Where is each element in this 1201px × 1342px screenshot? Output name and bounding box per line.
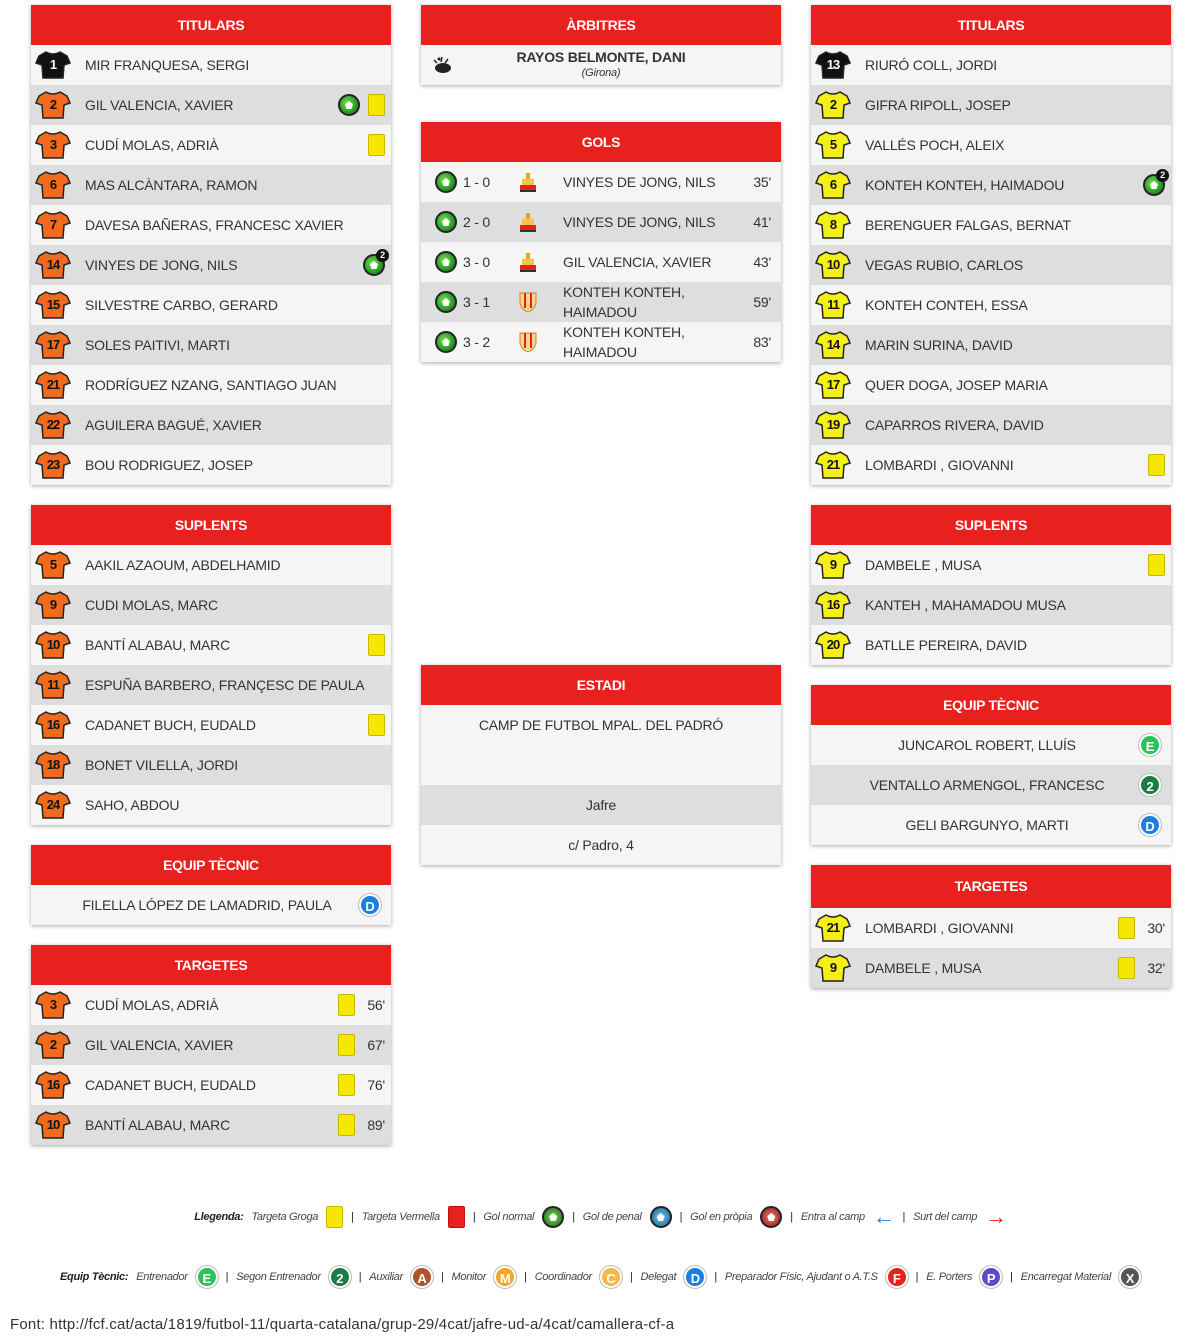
shirt-icon [35, 590, 71, 620]
staff-row[interactable] [31, 885, 391, 925]
yellow-card-icon [368, 634, 385, 656]
home-titulars-header: TITULARS [31, 5, 391, 45]
shirt-number: 21 [46, 377, 60, 392]
staff-name: GELI BARGUNYO, MARTI [905, 817, 1069, 833]
shirt-icon [815, 410, 851, 440]
away-suplents-header: SUPLENTS [811, 505, 1171, 545]
role-badge-icon: F [886, 1266, 908, 1288]
player-row[interactable] [811, 585, 1171, 625]
player-row[interactable] [31, 405, 391, 445]
shirt-number: 10 [46, 637, 60, 652]
shirt-icon [35, 450, 71, 480]
yellow-card-icon [1148, 554, 1165, 576]
shirt-icon [35, 1070, 71, 1100]
player-name: BANTÍ ALABAU, MARC [85, 1117, 230, 1133]
staff-row[interactable] [811, 765, 1171, 805]
player-name: CAPARROS RIVERA, DAVID [865, 417, 1044, 433]
shirt-icon [35, 1030, 71, 1060]
scorer-name: VINYES DE JONG, NILS [563, 174, 716, 190]
home-targetes-header: TARGETES [31, 945, 391, 985]
shirt-number: 20 [826, 637, 840, 652]
player-name: GIL VALENCIA, XAVIER [85, 1037, 234, 1053]
role-badge-icon: E [1139, 734, 1161, 756]
legend-role-label: E. Porters [926, 1271, 973, 1283]
goals-list [421, 162, 781, 362]
shirt-icon [35, 1110, 71, 1140]
shirt-number: 14 [46, 257, 60, 272]
goal-ball-icon [435, 291, 457, 313]
shirt-icon [35, 750, 71, 780]
legend-role-label: Encarregat Material [1020, 1271, 1111, 1283]
home-targetes-list [31, 985, 391, 1145]
away-titulars-list [811, 45, 1171, 485]
legend-role-label: Preparador Físic, Ajudant o A.T.S [724, 1271, 878, 1283]
goal-ball-icon [435, 251, 457, 273]
player-name: BANTÍ ALABAU, MARC [85, 637, 230, 653]
shirt-icon [35, 330, 71, 360]
staff-name: FILELLA LÓPEZ DE LAMADRID, PAULA [82, 897, 332, 913]
player-name: DAMBELE , MUSA [865, 557, 982, 573]
card-minute: 76' [367, 1077, 385, 1093]
shirt-icon [35, 90, 71, 120]
player-name: RIURÓ COLL, JORDI [865, 57, 997, 73]
home-titulars-panel [31, 5, 391, 485]
shirt-number: 6 [49, 177, 57, 192]
goal-row[interactable] [421, 162, 781, 202]
estadi-panel [421, 665, 781, 865]
player-row[interactable] [811, 325, 1171, 365]
away-titulars-header: TITULARS [811, 5, 1171, 45]
staff-name: VENTALLO ARMENGOL, FRANCESC [869, 777, 1105, 793]
yellow-card-icon [1118, 917, 1135, 939]
player-row[interactable] [31, 245, 391, 285]
away-tecnic-list [811, 725, 1171, 845]
arbitres-header: ÀRBITRES [421, 5, 781, 45]
player-row[interactable] [31, 445, 391, 485]
player-row[interactable] [811, 45, 1171, 85]
shirt-icon [35, 250, 71, 280]
card-row[interactable] [811, 948, 1171, 988]
stadium-name: CAMP DE FUTBOL MPAL. DEL PADRÓ [421, 705, 781, 785]
player-name: AGUILERA BAGUÉ, XAVIER [85, 417, 262, 433]
shirt-number: 24 [46, 797, 60, 812]
card-minute: 30' [1147, 920, 1165, 936]
legend-exit-label: Surt del camp [913, 1211, 978, 1223]
home-tecnic-panel [31, 845, 391, 925]
shirt-icon [815, 953, 851, 983]
shirt-number: 16 [46, 717, 60, 732]
goal-ball-icon [435, 331, 457, 353]
away-targetes-header: TARGETES [811, 865, 1171, 908]
goal-score: 3 - 0 [463, 254, 491, 270]
shirt-icon [815, 130, 851, 160]
player-name: BOU RODRIGUEZ, JOSEP [85, 457, 253, 473]
shirt-icon [35, 990, 71, 1020]
home-column [31, 5, 391, 1165]
player-name: VALLÉS POCH, ALEIX [865, 137, 1005, 153]
shirt-icon [35, 130, 71, 160]
shirt-number: 9 [829, 557, 837, 572]
player-name: LOMBARDI , GIOVANNI [865, 457, 1014, 473]
referee-region: (Girona) [581, 67, 621, 79]
player-row[interactable] [31, 325, 391, 365]
shirt-number: 2 [829, 97, 837, 112]
yellow-card-icon [368, 714, 385, 736]
goal-minute: 41' [753, 214, 771, 230]
shirt-number: 16 [826, 597, 840, 612]
legend-role-label: Entrenador [136, 1271, 188, 1283]
away-targetes-panel [811, 865, 1171, 988]
player-row[interactable] [811, 205, 1171, 245]
player-name: KONTEH CONTEH, ESSA [865, 297, 1028, 313]
yellow-card-icon [338, 994, 355, 1016]
player-row[interactable] [811, 285, 1171, 325]
shirt-number: 21 [826, 920, 840, 935]
player-row[interactable] [31, 625, 391, 665]
away-suplents-panel [811, 505, 1171, 665]
staff-row[interactable] [811, 725, 1171, 765]
player-name: MARIN SURINA, DAVID [865, 337, 1013, 353]
player-name: DAMBELE , MUSA [865, 960, 982, 976]
away-targetes-list [811, 908, 1171, 988]
yellow-card-icon [338, 1074, 355, 1096]
goal-score: 3 - 2 [463, 334, 491, 350]
home-suplents-list [31, 545, 391, 825]
home-crest-icon [519, 171, 537, 193]
shirt-icon [35, 50, 71, 80]
stadium-town: Jafre [421, 785, 781, 825]
away-tecnic-panel [811, 685, 1171, 845]
shirt-icon [815, 590, 851, 620]
shirt-icon [815, 290, 851, 320]
player-name: CUDÍ MOLAS, ADRIÀ [85, 997, 219, 1013]
staff-row[interactable] [811, 805, 1171, 845]
card-row[interactable] [31, 1025, 391, 1065]
card-minute: 89' [367, 1117, 385, 1133]
player-row[interactable] [31, 585, 391, 625]
referee-name: RAYOS BELMONTE, DANI [516, 49, 686, 65]
player-row[interactable] [31, 705, 391, 745]
shirt-icon [815, 370, 851, 400]
goal-minute: 35' [753, 174, 771, 190]
red-card-icon [448, 1206, 465, 1228]
goal-row[interactable] [421, 322, 781, 362]
role-badge-icon: A [411, 1266, 433, 1288]
player-name: GIFRA RIPOLL, JOSEP [865, 97, 1011, 113]
shirt-number: 17 [46, 337, 60, 352]
legend-role-label: Coordinador [534, 1271, 592, 1283]
shirt-number: 6 [829, 177, 837, 192]
player-name: MAS ALCÀNTARA, RAMON [85, 177, 258, 193]
shirt-number: 11 [827, 297, 839, 312]
player-row[interactable] [811, 85, 1171, 125]
legend-role-label: Delegat [640, 1271, 677, 1283]
shirt-number: 22 [46, 417, 60, 432]
shirt-icon [35, 790, 71, 820]
shirt-number: 16 [46, 1077, 60, 1092]
yellow-card-icon [368, 94, 385, 116]
player-name: MIR FRANQUESA, SERGI [85, 57, 250, 73]
card-minute: 32' [1147, 960, 1165, 976]
shirt-number: 8 [829, 217, 837, 232]
role-badge-icon: C [600, 1266, 622, 1288]
legend-staff-label: Equip Tècnic: [60, 1271, 129, 1283]
shirt-number: 9 [49, 597, 57, 612]
own-goal-icon [760, 1206, 782, 1228]
legend-own-goal-label: Gol en pròpia [690, 1211, 753, 1223]
player-name: KONTEH KONTEH, HAIMADOU [865, 177, 1065, 193]
goal-minute: 59' [753, 294, 771, 310]
legend-role-label: Monitor [451, 1271, 487, 1283]
shirt-number: 2 [49, 97, 57, 112]
home-suplents-header: SUPLENTS [31, 505, 391, 545]
shirt-number: 23 [46, 457, 60, 472]
role-badge-icon: D [684, 1266, 706, 1288]
shirt-icon [35, 630, 71, 660]
card-row[interactable] [31, 1105, 391, 1145]
player-row[interactable] [811, 445, 1171, 485]
player-name: QUER DOGA, JOSEP MARIA [865, 377, 1048, 393]
player-row[interactable] [31, 205, 391, 245]
role-badge-icon: M [494, 1266, 516, 1288]
player-row[interactable] [31, 285, 391, 325]
player-row[interactable] [811, 405, 1171, 445]
yellow-card-icon [368, 134, 385, 156]
player-name: KANTEH , MAHAMADOU MUSA [865, 597, 1066, 613]
player-name: CUDI MOLAS, MARC [85, 597, 218, 613]
shirt-icon [815, 90, 851, 120]
source-footer: Font: http://fcf.cat/acta/1819/futbol-11/quarta-catalana/grup-29/4cat/jafre-ud-a/4cat/camallera-cf-a [10, 1316, 675, 1333]
shirt-number: 7 [49, 217, 57, 232]
player-row[interactable] [31, 85, 391, 125]
shirt-number: 21 [826, 457, 840, 472]
shirt-number: 2 [49, 1037, 57, 1052]
player-row[interactable] [31, 45, 391, 85]
shirt-icon [35, 410, 71, 440]
legend-role-label: Auxiliar [369, 1271, 403, 1283]
legend-yellow-label: Targeta Groga [251, 1211, 319, 1223]
home-titulars-list [31, 45, 391, 485]
shirt-icon [35, 670, 71, 700]
goal-ball-icon [1143, 170, 1165, 196]
shirt-number: 3 [49, 997, 57, 1012]
goal-row[interactable] [421, 242, 781, 282]
player-row[interactable] [31, 165, 391, 205]
arrow-left-icon: ← [872, 1204, 895, 1229]
shirt-icon [815, 450, 851, 480]
shirt-icon [815, 630, 851, 660]
yellow-card-icon [338, 1114, 355, 1136]
role-badge-icon: D [359, 894, 381, 916]
player-name: DAVESA BAÑERAS, FRANCESC XAVIER [85, 217, 344, 233]
shirt-icon [35, 170, 71, 200]
shirt-icon [815, 913, 851, 943]
gols-panel [421, 122, 781, 362]
goal-minute: 83' [753, 334, 771, 350]
legend-red-label: Targeta Vermella [361, 1211, 440, 1223]
shirt-number: 9 [829, 960, 837, 975]
role-badge-icon: X [1119, 1266, 1141, 1288]
player-name: SILVESTRE CARBO, GERARD [85, 297, 278, 313]
player-row[interactable] [31, 745, 391, 785]
role-badge-icon: D [1139, 814, 1161, 836]
goal-row[interactable] [421, 282, 781, 322]
shirt-number: 5 [49, 557, 57, 572]
scorer-name: KONTEH KONTEH, HAIMADOU [563, 284, 685, 320]
shirt-icon [815, 330, 851, 360]
shirt-icon [815, 170, 851, 200]
goal-count: 2 [376, 249, 389, 262]
arrow-right-icon: → [985, 1204, 1007, 1229]
home-suplents-panel [31, 505, 391, 825]
goal-ball-icon [363, 250, 385, 276]
away-column [811, 5, 1171, 1008]
shirt-number: 14 [826, 337, 840, 352]
player-name: SOLES PAITIVI, MARTI [85, 337, 230, 353]
shirt-icon [815, 250, 851, 280]
gols-header: GOLS [421, 122, 781, 162]
role-badge-icon: 2 [1139, 774, 1161, 796]
goal-ball-icon [338, 94, 360, 116]
home-targetes-panel [31, 945, 391, 1145]
scorer-name: GIL VALENCIA, XAVIER [563, 254, 712, 270]
yellow-card-icon [338, 1034, 355, 1056]
shirt-number: 13 [826, 57, 840, 72]
shirt-icon [815, 50, 851, 80]
card-minute: 67' [367, 1037, 385, 1053]
shirt-icon [815, 210, 851, 240]
shirt-number: 10 [46, 1117, 60, 1132]
legend-enter-label: Entra al camp [800, 1211, 865, 1223]
legend-staff: Equip Tècnic: Entrenador E | Segon Entrenador 2 | Auxiliar A | Monitor M | Coordinador C | Delegat D | Preparador Físic, Ajudant o A.T.S F | E. Porters P | Encarregat Material X [0, 1266, 1201, 1288]
home-tecnic-header: EQUIP TÈCNIC [31, 845, 391, 885]
card-row[interactable] [31, 1065, 391, 1105]
goal-ball-icon [435, 171, 457, 193]
estadi-header: ESTADI [421, 665, 781, 705]
legend-cards-goals: Llegenda: Targeta Groga | Targeta Vermella | Gol normal | Gol de penal | Gol en pròpia | Entra al camp ← | Surt del camp → [194, 1204, 1007, 1229]
player-row[interactable] [31, 545, 391, 585]
scorer-name: KONTEH KONTEH, HAIMADOU [563, 324, 685, 360]
whistle-icon [431, 54, 455, 77]
role-badge-icon: E [196, 1266, 218, 1288]
card-row[interactable] [811, 908, 1171, 948]
home-tecnic-list [31, 885, 391, 925]
player-name: BERENGUER FALGAS, BERNAT [865, 217, 1071, 233]
shirt-number: 17 [826, 377, 840, 392]
staff-name: JUNCAROL ROBERT, LLUÍS [898, 737, 1076, 753]
away-crest-icon [519, 331, 537, 353]
penalty-goal-icon [650, 1206, 672, 1228]
player-name: AAKIL AZAOUM, ABDELHAMID [85, 557, 281, 573]
shirt-icon [35, 710, 71, 740]
shirt-number: 19 [826, 417, 840, 432]
shirt-number: 11 [47, 677, 59, 692]
shirt-icon [35, 370, 71, 400]
goal-count: 2 [1156, 169, 1169, 182]
yellow-card-icon [326, 1206, 343, 1228]
referee-row [421, 45, 781, 85]
normal-goal-icon [542, 1206, 564, 1228]
yellow-card-icon [1118, 957, 1135, 979]
away-tecnic-header: EQUIP TÈCNIC [811, 685, 1171, 725]
yellow-card-icon [1148, 454, 1165, 476]
player-name: BATLLE PEREIRA, DAVID [865, 637, 1027, 653]
player-row[interactable] [31, 365, 391, 405]
player-row[interactable] [811, 165, 1171, 205]
goal-minute: 43' [753, 254, 771, 270]
player-name: LOMBARDI , GIOVANNI [865, 920, 1014, 936]
legend-normal-goal-label: Gol normal [483, 1211, 535, 1223]
goal-score: 2 - 0 [463, 214, 491, 230]
player-row[interactable] [31, 125, 391, 165]
legend-role-label: Segon Entrenador [236, 1271, 321, 1283]
shirt-number: 10 [826, 257, 840, 272]
player-name: BONET VILELLA, JORDI [85, 757, 238, 773]
player-name: VEGAS RUBIO, CARLOS [865, 257, 1024, 273]
player-name: SAHO, ABDOU [85, 797, 180, 813]
legend-label: Llegenda: [194, 1211, 244, 1223]
shirt-icon [35, 290, 71, 320]
arbitres-panel [421, 5, 781, 85]
away-suplents-list [811, 545, 1171, 665]
away-titulars-panel [811, 5, 1171, 485]
player-name: GIL VALENCIA, XAVIER [85, 97, 234, 113]
match-column [421, 5, 781, 853]
card-row[interactable] [31, 985, 391, 1025]
player-row[interactable] [811, 365, 1171, 405]
player-row[interactable] [811, 125, 1171, 165]
shirt-icon [35, 550, 71, 580]
shirt-number: 15 [46, 297, 60, 312]
stadium-address: c/ Padro, 4 [421, 825, 781, 865]
shirt-icon [815, 550, 851, 580]
player-row[interactable] [31, 785, 391, 825]
shirt-icon [35, 210, 71, 240]
home-crest-icon [519, 251, 537, 273]
shirt-number: 18 [46, 757, 60, 772]
role-badge-icon: 2 [329, 1266, 351, 1288]
goal-score: 3 - 1 [463, 294, 491, 310]
player-row[interactable] [811, 625, 1171, 665]
player-name: CADANET BUCH, EUDALD [85, 1077, 256, 1093]
role-badge-icon: P [980, 1266, 1002, 1288]
player-name: CUDÍ MOLAS, ADRIÀ [85, 137, 219, 153]
home-crest-icon [519, 211, 537, 233]
shirt-number: 5 [829, 137, 837, 152]
player-row[interactable] [811, 545, 1171, 585]
player-name: RODRÍGUEZ NZANG, SANTIAGO JUAN [85, 377, 337, 393]
goal-ball-icon [435, 211, 457, 233]
goal-row[interactable] [421, 202, 781, 242]
legend-penalty-goal-label: Gol de penal [582, 1211, 642, 1223]
player-row[interactable] [811, 245, 1171, 285]
player-name: CADANET BUCH, EUDALD [85, 717, 256, 733]
scorer-name: VINYES DE JONG, NILS [563, 214, 716, 230]
player-name: ESPUÑA BARBERO, FRANÇESC DE PAULA [85, 677, 365, 693]
away-crest-icon [519, 291, 537, 313]
card-minute: 56' [367, 997, 385, 1013]
player-name: VINYES DE JONG, NILS [85, 257, 238, 273]
shirt-number: 1 [49, 57, 57, 72]
goal-score: 1 - 0 [463, 174, 491, 190]
player-row[interactable] [31, 665, 391, 705]
shirt-number: 3 [49, 137, 57, 152]
